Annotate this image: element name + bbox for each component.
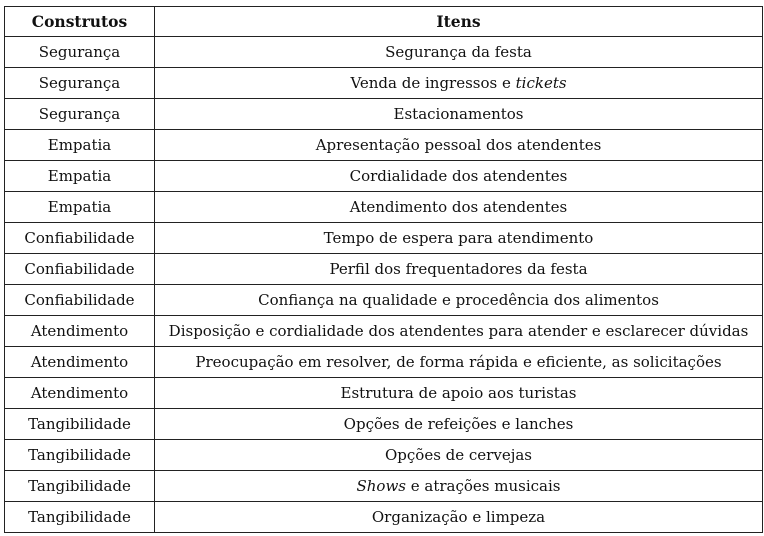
header-items: Itens xyxy=(155,7,763,37)
table-row xyxy=(5,502,763,533)
construct-cell: Empatia xyxy=(5,161,155,192)
item-cell: Disposição e cordialidade dos atendentes para atender e esclarecer dúvidas xyxy=(155,316,763,347)
construct-cell: Tangibilidade xyxy=(5,502,155,533)
header-row xyxy=(5,7,763,37)
constructs-items-table-container xyxy=(4,6,762,533)
item-cell xyxy=(155,68,763,99)
table-row xyxy=(5,223,763,254)
item-cell: Opções de refeições e lanches xyxy=(155,409,763,440)
item-italic-text: Shows xyxy=(356,477,406,495)
construct-cell: Empatia xyxy=(5,192,155,223)
header-constructs: Construtos xyxy=(5,7,155,37)
item-cell: Confiança na qualidade e procedência dos alimentos xyxy=(155,285,763,316)
item-cell: Estacionamentos xyxy=(155,99,763,130)
table-row xyxy=(5,68,763,99)
item-cell: Tempo de espera para atendimento xyxy=(155,223,763,254)
construct-cell: Tangibilidade xyxy=(5,471,155,502)
table-row xyxy=(5,99,763,130)
table-row xyxy=(5,130,763,161)
construct-cell: Atendimento xyxy=(5,316,155,347)
item-cell: Atendimento dos atendentes xyxy=(155,192,763,223)
item-cell: Cordialidade dos atendentes xyxy=(155,161,763,192)
table-row xyxy=(5,440,763,471)
construct-cell: Segurança xyxy=(5,37,155,68)
table-row xyxy=(5,378,763,409)
construct-cell: Confiabilidade xyxy=(5,223,155,254)
construct-cell: Atendimento xyxy=(5,347,155,378)
construct-cell: Segurança xyxy=(5,99,155,130)
item-cell: Perfil dos frequentadores da festa xyxy=(155,254,763,285)
construct-cell: Confiabilidade xyxy=(5,254,155,285)
item-cell: Apresentação pessoal dos atendentes xyxy=(155,130,763,161)
construct-cell: Atendimento xyxy=(5,378,155,409)
table-row xyxy=(5,409,763,440)
item-italic-text: tickets xyxy=(515,74,567,92)
item-text: Venda de ingressos e xyxy=(350,74,516,92)
construct-cell: Confiabilidade xyxy=(5,285,155,316)
item-cell xyxy=(155,471,763,502)
item-cell: Preocupação em resolver, de forma rápida e eficiente, as solicitações xyxy=(155,347,763,378)
table-row xyxy=(5,347,763,378)
table-row xyxy=(5,471,763,502)
item-cell: Segurança da festa xyxy=(155,37,763,68)
item-cell: Estrutura de apoio aos turistas xyxy=(155,378,763,409)
construct-cell: Tangibilidade xyxy=(5,409,155,440)
table-row xyxy=(5,161,763,192)
table-row xyxy=(5,316,763,347)
construct-cell: Segurança xyxy=(5,68,155,99)
item-text-suffix: e atrações musicais xyxy=(406,477,561,495)
construct-cell: Empatia xyxy=(5,130,155,161)
table-row xyxy=(5,285,763,316)
constructs-items-table xyxy=(4,6,763,533)
construct-cell: Tangibilidade xyxy=(5,440,155,471)
table-row xyxy=(5,37,763,68)
table-row xyxy=(5,254,763,285)
table-row xyxy=(5,192,763,223)
item-cell: Opções de cervejas xyxy=(155,440,763,471)
item-cell: Organização e limpeza xyxy=(155,502,763,533)
